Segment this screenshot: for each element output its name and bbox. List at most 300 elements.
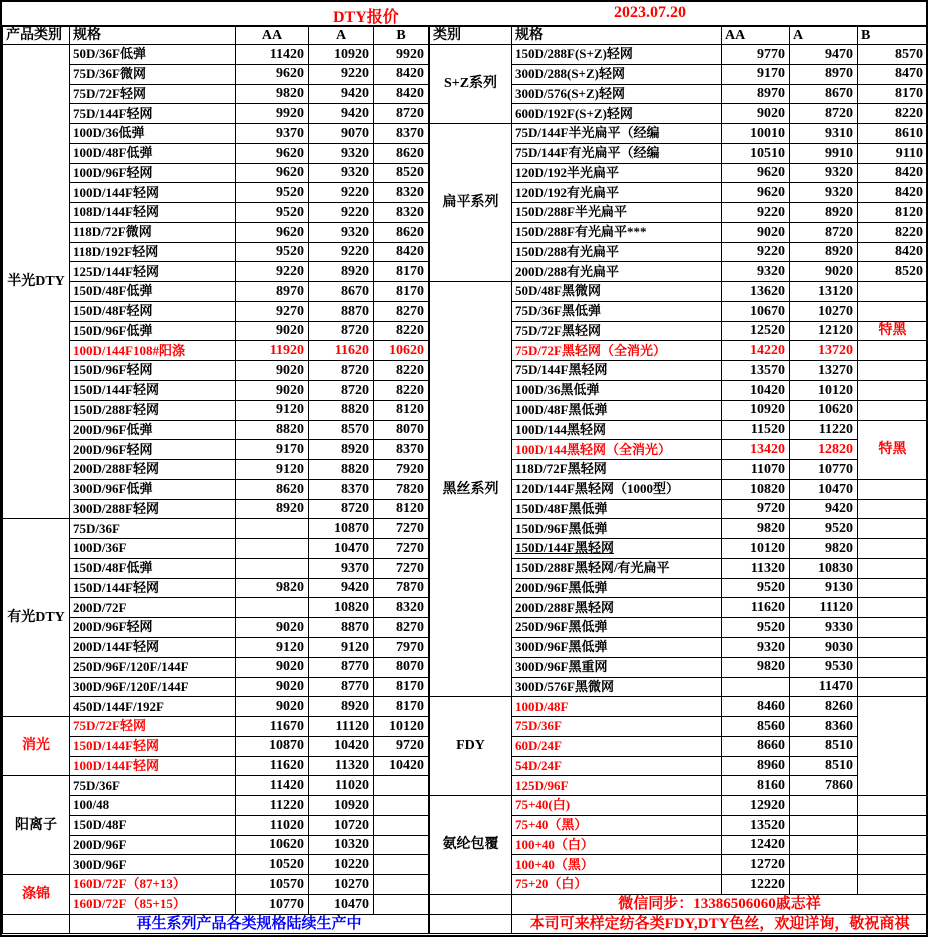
spec-cell[interactable]: 75D/72F轻网 — [70, 717, 236, 737]
spec-cell[interactable]: 300D/96F低弹 — [70, 479, 236, 499]
spec-cell[interactable]: 300D/96F/120F/144F — [70, 677, 236, 697]
price-aa-cell[interactable] — [236, 519, 309, 539]
spec-cell[interactable]: 150D/288F黑轻网/有光扁平 — [512, 558, 722, 578]
price-a-cell[interactable]: 10320 — [309, 835, 374, 855]
price-a-cell[interactable]: 7860 — [790, 776, 858, 796]
price-a-cell[interactable]: 10620 — [790, 400, 858, 420]
price-a-cell[interactable]: 11620 — [309, 341, 374, 361]
spec-cell[interactable]: 150D/144F轻网 — [70, 578, 236, 598]
price-a-cell[interactable] — [790, 796, 858, 816]
price-b-cell[interactable]: 8220 — [374, 361, 429, 381]
price-a-cell[interactable]: 9220 — [309, 203, 374, 223]
price-a-cell[interactable]: 9420 — [309, 84, 374, 104]
price-a-cell[interactable]: 9420 — [309, 104, 374, 124]
spec-cell[interactable]: 150D/48F低弹 — [70, 558, 236, 578]
spec-cell[interactable]: 150D/48F轻网 — [70, 301, 236, 321]
price-aa-cell[interactable]: 10870 — [236, 736, 309, 756]
price-b-cell[interactable] — [374, 835, 429, 855]
spec-cell[interactable]: 600D/192F(S+Z)轻网 — [512, 104, 722, 124]
price-b-cell[interactable] — [858, 301, 928, 321]
price-a-cell[interactable]: 9530 — [790, 657, 858, 677]
price-b-cell[interactable] — [858, 479, 928, 499]
price-a-cell[interactable]: 8370 — [309, 479, 374, 499]
spec-cell[interactable]: 120D/144F黑轻网（1000型） — [512, 479, 722, 499]
spec-cell[interactable]: 100D/48F — [512, 697, 722, 717]
category-cell[interactable]: 涤锦 — [3, 875, 70, 915]
price-aa-cell[interactable]: 9620 — [236, 64, 309, 84]
spec-cell[interactable]: 200D/96F低弹 — [70, 420, 236, 440]
spec-cell[interactable]: 150D/144F轻网 — [70, 381, 236, 401]
price-aa-cell[interactable]: 13420 — [722, 440, 790, 460]
price-b-cell[interactable] — [858, 282, 928, 302]
price-a-cell[interactable]: 9470 — [790, 45, 858, 65]
right-col-header-category[interactable]: 类别 — [430, 27, 512, 45]
price-aa-cell[interactable]: 13520 — [722, 815, 790, 835]
category-cell[interactable]: 黑丝系列 — [430, 282, 512, 697]
spec-cell[interactable]: 300D/288F轻网 — [70, 499, 236, 519]
price-a-cell[interactable]: 9420 — [790, 499, 858, 519]
spec-cell[interactable]: 100D/144黑轻网（全消光） — [512, 440, 722, 460]
price-b-cell[interactable]: 8270 — [374, 301, 429, 321]
price-aa-cell[interactable]: 11670 — [236, 717, 309, 737]
price-b-cell[interactable]: 特黑 — [858, 420, 928, 479]
price-a-cell[interactable]: 9320 — [790, 183, 858, 203]
price-aa-cell[interactable]: 12520 — [722, 321, 790, 341]
price-a-cell[interactable]: 8260 — [790, 697, 858, 717]
price-aa-cell[interactable]: 10570 — [236, 875, 309, 895]
price-a-cell[interactable]: 10470 — [309, 894, 374, 914]
spec-cell[interactable]: 150D/96F低弹 — [70, 321, 236, 341]
spec-cell[interactable]: 150D/144F黑轻网 — [512, 539, 722, 559]
price-aa-cell[interactable]: 9520 — [722, 578, 790, 598]
spec-cell[interactable]: 150D/96F黑低弹 — [512, 519, 722, 539]
category-cell[interactable]: 有光DTY — [3, 519, 70, 717]
price-b-cell[interactable]: 8220 — [374, 321, 429, 341]
price-a-cell[interactable]: 10920 — [309, 45, 374, 65]
price-aa-cell[interactable]: 12920 — [722, 796, 790, 816]
price-b-cell[interactable]: 9720 — [374, 736, 429, 756]
category-cell[interactable]: 消光 — [3, 717, 70, 776]
price-a-cell[interactable]: 10770 — [790, 460, 858, 480]
price-a-cell[interactable]: 9820 — [790, 539, 858, 559]
price-a-cell[interactable]: 9330 — [790, 618, 858, 638]
price-aa-cell[interactable]: 8620 — [236, 479, 309, 499]
price-b-cell[interactable]: 9920 — [374, 45, 429, 65]
price-a-cell[interactable]: 8920 — [309, 262, 374, 282]
price-b-cell[interactable] — [858, 875, 928, 895]
price-aa-cell[interactable]: 9020 — [236, 677, 309, 697]
price-a-cell[interactable]: 8720 — [309, 381, 374, 401]
spec-cell[interactable]: 118D/72F微网 — [70, 222, 236, 242]
spec-cell[interactable]: 75D/144F半光扁平（经编 — [512, 124, 722, 144]
price-b-cell[interactable] — [858, 341, 928, 361]
price-a-cell[interactable]: 10830 — [790, 558, 858, 578]
spec-cell[interactable]: 100D/48F低弹 — [70, 143, 236, 163]
price-a-cell[interactable]: 13270 — [790, 361, 858, 381]
spec-cell[interactable]: 200D/72F — [70, 598, 236, 618]
price-a-cell[interactable]: 8920 — [309, 697, 374, 717]
price-aa-cell[interactable]: 11070 — [722, 460, 790, 480]
price-a-cell[interactable]: 9420 — [309, 578, 374, 598]
price-a-cell[interactable]: 9030 — [790, 637, 858, 657]
price-b-cell[interactable]: 9110 — [858, 143, 928, 163]
price-b-cell[interactable] — [858, 697, 928, 796]
price-a-cell[interactable]: 8720 — [309, 321, 374, 341]
spec-cell[interactable]: 150D/144F轻网 — [70, 736, 236, 756]
left-col-header-aa[interactable]: AA — [236, 27, 309, 45]
price-b-cell[interactable]: 8420 — [374, 242, 429, 262]
category-cell[interactable]: 氨纶包覆 — [430, 796, 512, 895]
left-col-header-spec[interactable]: 规格 — [70, 27, 236, 45]
price-a-cell[interactable]: 10120 — [790, 381, 858, 401]
price-a-cell[interactable]: 11120 — [309, 717, 374, 737]
price-aa-cell[interactable]: 10010 — [722, 124, 790, 144]
price-a-cell[interactable]: 8670 — [790, 84, 858, 104]
price-b-cell[interactable] — [858, 499, 928, 519]
price-aa-cell[interactable]: 10820 — [722, 479, 790, 499]
price-aa-cell[interactable]: 9320 — [722, 637, 790, 657]
price-aa-cell[interactable]: 9020 — [722, 222, 790, 242]
price-aa-cell[interactable]: 8970 — [236, 282, 309, 302]
price-a-cell[interactable]: 9320 — [309, 222, 374, 242]
price-a-cell[interactable]: 9220 — [309, 64, 374, 84]
price-a-cell[interactable]: 11470 — [790, 677, 858, 697]
price-aa-cell[interactable]: 8460 — [722, 697, 790, 717]
price-aa-cell[interactable]: 9120 — [236, 637, 309, 657]
price-aa-cell[interactable]: 9020 — [236, 361, 309, 381]
spec-cell[interactable]: 108D/144F轻网 — [70, 203, 236, 223]
price-aa-cell[interactable]: 11920 — [236, 341, 309, 361]
price-aa-cell[interactable]: 8960 — [722, 756, 790, 776]
price-a-cell[interactable]: 8720 — [309, 361, 374, 381]
price-a-cell[interactable]: 10870 — [309, 519, 374, 539]
price-aa-cell[interactable]: 9020 — [722, 104, 790, 124]
price-aa-cell[interactable] — [236, 539, 309, 559]
price-aa-cell[interactable]: 9170 — [236, 440, 309, 460]
spec-cell[interactable]: 160D/72F（85+15） — [70, 894, 236, 914]
price-b-cell[interactable]: 8070 — [374, 657, 429, 677]
price-b-cell[interactable] — [858, 598, 928, 618]
price-a-cell[interactable]: 8720 — [790, 222, 858, 242]
price-b-cell[interactable]: 8120 — [374, 400, 429, 420]
price-aa-cell[interactable] — [236, 598, 309, 618]
spec-cell[interactable]: 50D/36F低弹 — [70, 45, 236, 65]
price-b-cell[interactable] — [374, 894, 429, 914]
spec-cell[interactable]: 150D/288F轻网 — [70, 400, 236, 420]
spec-cell[interactable]: 75D/72F黑轻网（全消光） — [512, 341, 722, 361]
spec-cell[interactable]: 118D/72F黑轻网 — [512, 460, 722, 480]
spec-cell[interactable]: 100D/144F108#阳涤 — [70, 341, 236, 361]
price-aa-cell[interactable]: 11520 — [722, 420, 790, 440]
spec-cell[interactable]: 200D/288F黑轻网 — [512, 598, 722, 618]
spec-cell[interactable]: 100D/48F黑低弹 — [512, 400, 722, 420]
price-aa-cell[interactable]: 9770 — [722, 45, 790, 65]
spec-cell[interactable]: 100D/36F — [70, 539, 236, 559]
price-a-cell[interactable]: 8920 — [309, 440, 374, 460]
price-a-cell[interactable]: 10820 — [309, 598, 374, 618]
price-a-cell[interactable]: 9370 — [309, 558, 374, 578]
price-a-cell[interactable]: 13720 — [790, 341, 858, 361]
price-b-cell[interactable] — [858, 637, 928, 657]
right-col-header-spec[interactable]: 规格 — [512, 27, 722, 45]
price-b-cell[interactable] — [858, 618, 928, 638]
category-cell[interactable]: S+Z系列 — [430, 45, 512, 124]
price-aa-cell[interactable]: 9920 — [236, 104, 309, 124]
price-a-cell[interactable] — [790, 855, 858, 875]
price-b-cell[interactable]: 8220 — [858, 104, 928, 124]
spec-cell[interactable]: 250D/96F/120F/144F — [70, 657, 236, 677]
price-aa-cell[interactable]: 10670 — [722, 301, 790, 321]
price-b-cell[interactable] — [374, 796, 429, 816]
spec-cell[interactable]: 100D/36低弹 — [70, 124, 236, 144]
spec-cell[interactable]: 125D/96F — [512, 776, 722, 796]
price-aa-cell[interactable]: 11620 — [722, 598, 790, 618]
price-a-cell[interactable] — [790, 835, 858, 855]
spec-cell[interactable]: 100/48 — [70, 796, 236, 816]
price-aa-cell[interactable]: 9720 — [722, 499, 790, 519]
spec-cell[interactable]: 75D/72F黑轻网 — [512, 321, 722, 341]
price-b-cell[interactable] — [858, 558, 928, 578]
category-cell[interactable]: 阳离子 — [3, 776, 70, 875]
price-b-cell[interactable] — [858, 400, 928, 420]
spec-cell[interactable]: 75+20（白） — [512, 875, 722, 895]
price-aa-cell[interactable]: 14220 — [722, 341, 790, 361]
price-aa-cell[interactable]: 9370 — [236, 124, 309, 144]
price-b-cell[interactable] — [858, 677, 928, 697]
price-a-cell[interactable]: 9310 — [790, 124, 858, 144]
price-a-cell[interactable]: 8920 — [790, 242, 858, 262]
price-a-cell[interactable]: 8720 — [790, 104, 858, 124]
footer-category-cell[interactable] — [430, 894, 512, 914]
spec-cell[interactable]: 100D/144F轻网 — [70, 183, 236, 203]
spec-cell[interactable]: 300D/576F黑微网 — [512, 677, 722, 697]
price-aa-cell[interactable]: 11320 — [722, 558, 790, 578]
price-a-cell[interactable]: 8360 — [790, 717, 858, 737]
spec-cell[interactable]: 75D/36F微网 — [70, 64, 236, 84]
price-aa-cell[interactable]: 11020 — [236, 815, 309, 835]
price-b-cell[interactable]: 8120 — [374, 499, 429, 519]
price-b-cell[interactable]: 8570 — [858, 45, 928, 65]
price-b-cell[interactable]: 8520 — [374, 163, 429, 183]
price-aa-cell[interactable]: 9620 — [236, 222, 309, 242]
price-a-cell[interactable]: 8510 — [790, 756, 858, 776]
price-a-cell[interactable]: 9130 — [790, 578, 858, 598]
price-a-cell[interactable]: 10920 — [309, 796, 374, 816]
price-b-cell[interactable] — [858, 578, 928, 598]
spec-cell[interactable]: 200D/96F黑低弹 — [512, 578, 722, 598]
price-b-cell[interactable]: 8620 — [374, 222, 429, 242]
spec-cell[interactable]: 100+40（黑） — [512, 855, 722, 875]
price-b-cell[interactable]: 7270 — [374, 558, 429, 578]
price-a-cell[interactable]: 13120 — [790, 282, 858, 302]
spec-cell[interactable]: 200D/96F轻网 — [70, 440, 236, 460]
price-a-cell[interactable]: 11320 — [309, 756, 374, 776]
price-b-cell[interactable]: 8620 — [374, 143, 429, 163]
price-aa-cell[interactable]: 9820 — [722, 657, 790, 677]
price-aa-cell[interactable]: 10920 — [722, 400, 790, 420]
price-b-cell[interactable] — [858, 381, 928, 401]
footer-note[interactable]: 再生系列产品各类规格陆续生产中 — [70, 914, 429, 934]
price-aa-cell[interactable] — [236, 558, 309, 578]
footer-note[interactable]: 微信同步：13386506060戚志祥 — [512, 894, 928, 914]
price-b-cell[interactable]: 8220 — [858, 222, 928, 242]
price-b-cell[interactable]: 7270 — [374, 539, 429, 559]
spec-cell[interactable]: 200D/96F轻网 — [70, 618, 236, 638]
spec-cell[interactable]: 60D/24F — [512, 736, 722, 756]
price-a-cell[interactable]: 9320 — [790, 163, 858, 183]
price-b-cell[interactable]: 8420 — [374, 84, 429, 104]
price-b-cell[interactable] — [374, 815, 429, 835]
price-aa-cell[interactable]: 10420 — [722, 381, 790, 401]
spec-cell[interactable]: 250D/96F黑低弹 — [512, 618, 722, 638]
spec-cell[interactable]: 75D/144F有光扁平（经编 — [512, 143, 722, 163]
price-b-cell[interactable]: 8420 — [858, 242, 928, 262]
price-b-cell[interactable] — [858, 361, 928, 381]
price-a-cell[interactable]: 12120 — [790, 321, 858, 341]
price-a-cell[interactable]: 10470 — [790, 479, 858, 499]
price-a-cell[interactable] — [790, 815, 858, 835]
price-b-cell[interactable]: 8420 — [858, 163, 928, 183]
price-aa-cell[interactable]: 9220 — [236, 262, 309, 282]
price-b-cell[interactable] — [374, 776, 429, 796]
price-a-cell[interactable]: 8870 — [309, 618, 374, 638]
price-a-cell[interactable]: 8920 — [790, 203, 858, 223]
spec-cell[interactable]: 150D/288F有光扁平*** — [512, 222, 722, 242]
price-aa-cell[interactable]: 10510 — [722, 143, 790, 163]
price-b-cell[interactable]: 8370 — [374, 440, 429, 460]
left-col-header-category[interactable]: 产品类别 — [3, 27, 70, 45]
price-b-cell[interactable]: 8220 — [374, 381, 429, 401]
price-a-cell[interactable]: 8970 — [790, 64, 858, 84]
price-aa-cell[interactable]: 8820 — [236, 420, 309, 440]
price-b-cell[interactable]: 8120 — [858, 203, 928, 223]
price-b-cell[interactable]: 8170 — [374, 282, 429, 302]
price-a-cell[interactable]: 10220 — [309, 855, 374, 875]
price-b-cell[interactable]: 10120 — [374, 717, 429, 737]
spec-cell[interactable]: 150D/288有光扁平 — [512, 242, 722, 262]
price-aa-cell[interactable]: 9020 — [236, 697, 309, 717]
spec-cell[interactable]: 150D/288F半光扁平 — [512, 203, 722, 223]
left-col-header-b[interactable]: B — [374, 27, 429, 45]
price-aa-cell[interactable]: 9320 — [722, 262, 790, 282]
spec-cell[interactable]: 75D/36F — [70, 776, 236, 796]
price-b-cell[interactable]: 7270 — [374, 519, 429, 539]
price-b-cell[interactable]: 8270 — [374, 618, 429, 638]
spec-cell[interactable]: 75D/36F — [512, 717, 722, 737]
price-a-cell[interactable]: 9070 — [309, 124, 374, 144]
price-b-cell[interactable] — [858, 519, 928, 539]
footer-category-cell[interactable] — [3, 914, 70, 934]
price-aa-cell[interactable]: 9820 — [722, 519, 790, 539]
spec-cell[interactable]: 75+40（黑） — [512, 815, 722, 835]
price-aa-cell[interactable]: 12420 — [722, 835, 790, 855]
price-aa-cell[interactable]: 9170 — [722, 64, 790, 84]
price-b-cell[interactable] — [374, 875, 429, 895]
price-a-cell[interactable]: 9220 — [309, 183, 374, 203]
price-b-cell[interactable]: 8720 — [374, 104, 429, 124]
price-aa-cell[interactable]: 11220 — [236, 796, 309, 816]
price-b-cell[interactable]: 10420 — [374, 756, 429, 776]
price-aa-cell[interactable]: 8560 — [722, 717, 790, 737]
price-aa-cell[interactable]: 9520 — [236, 183, 309, 203]
price-aa-cell[interactable]: 10770 — [236, 894, 309, 914]
price-b-cell[interactable] — [858, 855, 928, 875]
spec-cell[interactable]: 120D/192有光扁平 — [512, 183, 722, 203]
price-aa-cell[interactable]: 8660 — [722, 736, 790, 756]
price-aa-cell[interactable]: 9020 — [236, 618, 309, 638]
spec-cell[interactable]: 75D/36F — [70, 519, 236, 539]
spec-cell[interactable]: 75D/144F黑轻网 — [512, 361, 722, 381]
price-b-cell[interactable]: 特黑 — [858, 321, 928, 341]
spec-cell[interactable]: 200D/288有光扁平 — [512, 262, 722, 282]
price-aa-cell[interactable]: 11420 — [236, 776, 309, 796]
price-a-cell[interactable]: 11120 — [790, 598, 858, 618]
spec-cell[interactable]: 120D/192半光扁平 — [512, 163, 722, 183]
price-b-cell[interactable] — [858, 539, 928, 559]
spec-cell[interactable]: 75D/36F黑低弹 — [512, 301, 722, 321]
spec-cell[interactable]: 200D/288F轻网 — [70, 460, 236, 480]
price-a-cell[interactable]: 9220 — [309, 242, 374, 262]
price-aa-cell[interactable]: 10120 — [722, 539, 790, 559]
price-aa-cell[interactable]: 9620 — [722, 183, 790, 203]
spec-cell[interactable]: 300D/288(S+Z)轻网 — [512, 64, 722, 84]
spec-cell[interactable]: 150D/96F轻网 — [70, 361, 236, 381]
price-b-cell[interactable]: 8520 — [858, 262, 928, 282]
price-aa-cell[interactable]: 9120 — [236, 460, 309, 480]
price-aa-cell[interactable]: 9220 — [722, 203, 790, 223]
price-a-cell[interactable]: 12820 — [790, 440, 858, 460]
spec-cell[interactable]: 450D/144F/192F — [70, 697, 236, 717]
spec-cell[interactable]: 118D/192F轻网 — [70, 242, 236, 262]
price-b-cell[interactable]: 7820 — [374, 479, 429, 499]
spec-cell[interactable]: 200D/96F — [70, 835, 236, 855]
price-aa-cell[interactable]: 9620 — [236, 143, 309, 163]
price-a-cell[interactable]: 9910 — [790, 143, 858, 163]
price-aa-cell[interactable]: 8160 — [722, 776, 790, 796]
footer-note[interactable]: 本司可来样定纺各类FDY,DTY色丝，欢迎详询，敬祝商祺 — [512, 914, 928, 934]
price-aa-cell[interactable]: 11620 — [236, 756, 309, 776]
price-aa-cell[interactable]: 13570 — [722, 361, 790, 381]
price-b-cell[interactable]: 8370 — [374, 124, 429, 144]
price-aa-cell[interactable]: 8920 — [236, 499, 309, 519]
spec-cell[interactable]: 54D/24F — [512, 756, 722, 776]
spec-cell[interactable]: 100D/144黑轻网 — [512, 420, 722, 440]
price-aa-cell[interactable]: 9820 — [236, 84, 309, 104]
price-aa-cell[interactable]: 10520 — [236, 855, 309, 875]
price-b-cell[interactable] — [858, 796, 928, 816]
price-aa-cell[interactable]: 9020 — [236, 381, 309, 401]
price-aa-cell[interactable] — [722, 677, 790, 697]
price-b-cell[interactable]: 7870 — [374, 578, 429, 598]
price-a-cell[interactable]: 10470 — [309, 539, 374, 559]
spec-cell[interactable]: 200D/144F轻网 — [70, 637, 236, 657]
price-aa-cell[interactable]: 9820 — [236, 578, 309, 598]
category-cell[interactable]: FDY — [430, 697, 512, 796]
spec-cell[interactable]: 75+40(白) — [512, 796, 722, 816]
price-aa-cell[interactable]: 9520 — [236, 242, 309, 262]
price-a-cell[interactable]: 11020 — [309, 776, 374, 796]
spec-cell[interactable]: 150D/288F(S+Z)轻网 — [512, 45, 722, 65]
spec-cell[interactable]: 300D/576(S+Z)轻网 — [512, 84, 722, 104]
price-aa-cell[interactable]: 9220 — [722, 242, 790, 262]
category-cell[interactable]: 扁平系列 — [430, 124, 512, 282]
price-b-cell[interactable]: 8320 — [374, 183, 429, 203]
price-a-cell[interactable]: 9320 — [309, 143, 374, 163]
price-b-cell[interactable]: 7970 — [374, 637, 429, 657]
right-col-header-b[interactable]: B — [858, 27, 928, 45]
spec-cell[interactable]: 100D/36黑低弹 — [512, 381, 722, 401]
spec-cell[interactable]: 100+40（白） — [512, 835, 722, 855]
